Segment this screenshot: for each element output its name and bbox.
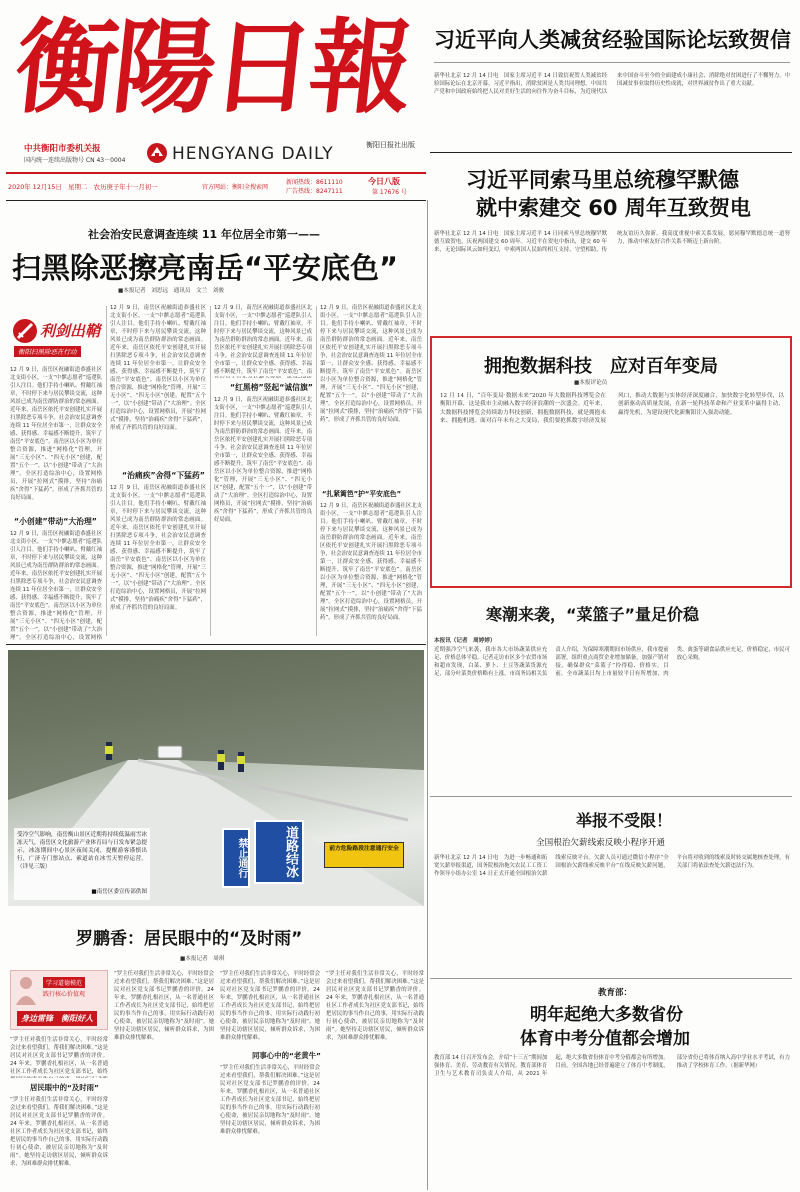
lead-body-col4b: 12 月 9 日，南岳区祝融街道恭盛社区北支街小区，一支“中髌志愿者”巡逻队引人注目。他们手持小喇叭、臂戴红袖章，不时停下来与居民攀谈交流，这种风景已成为南岳群防群治的常态画面。近年来，南岳区依托平安创建扎实开展扫黑除恶专项斗争，社会治安民意调查连续 11 年位居全市第一，让群众安全感、获得感、幸福感不断提升，筑牢了南岳“平安底色”。南岳区以小区为单位整合资源，推进“网格化”管理，开展“三无小区”、“四无小区”创建，配置“五个一”，以“小创建”带动了“大治理”。全区打造综治中心，设置网格员，开展“拉网式”摸排，坚持“治痛疾”舍得“下猛药”，形成了齐抓共管的良好局面。 — [320, 503, 422, 621]
divider — [6, 200, 426, 201]
lead-byline: ■本报记者 刘思远 通讯员 文兰 刘骏 — [118, 288, 224, 294]
story-pe-headline-2: 体育中考分值都会增加 — [520, 1029, 690, 1049]
top-story-headline: 习近平向人类减贫经验国际论坛致贺信 — [434, 28, 791, 52]
story-luo-byline: ■本报记者 周琪 — [180, 956, 225, 962]
masthead-sponsor: 中共衡阳市委机关报 — [24, 144, 101, 154]
dateline-pages: 今日八版 — [368, 177, 400, 186]
story-luo-body-col3b: “罗主任对我们生活非常关心，平时经常会过来看望我们，帮我们解决困难。”这是居民对社区党支部书记罗鹏香的评价。24 年来，罗鹏香扎根社区，从一名普通社区工作者成长为社区党支部书记，始终把居民的事当作自己的事，用实际行动践行初心使命，被居民亲切地称为“及时雨”。她坚持走访辖区居民，倾听群众诉求，为困难群众排忧解难。 — [220, 1065, 320, 1135]
divider — [427, 200, 428, 1190]
divider — [430, 152, 792, 153]
top-story — [430, 0, 796, 150]
story-wages-headline: 举报不受限！ — [576, 811, 673, 830]
feature-byline: ■本报评论员 — [574, 380, 608, 386]
lead-body-col3b: 12 月 9 日，南岳区祝融街道恭盛社区北支街小区，一支“中髌志愿者”巡逻队引人注目。他们手持小喇叭、臂戴红袖章，不时停下来与居民攀谈交流，这种风景已成为南岳群防群治的常态画面。近年来，南岳区依托平安创建扎实开展扫黑除恶专项斗争，社会治安民意调查连续 11 年位居全市第一，让群众安全感、获得感、幸福感不断提升，筑牢了南岳“平安底色”。南岳区以小区为单位整合资源，推进“网格化”管理，开展“三无小区”、“四无小区”创建，配置“五个一”，以“小创建”带动了“大治理”。全区打造综治中心，设置网格员，开展“拉网式”摸排，坚持“治痛疾”舍得“下猛药”，形成了齐抓共管的良好局面。 — [214, 397, 312, 523]
dateline-ad-hotline: 广告热线：8247111 — [286, 188, 343, 195]
story-somalia-body: 新华社北京 12 月 14 日电 国家主席习近平 14 日同索马里总统穆罕默德互致贺电，庆祝两国建交 60 周年。习近平在贺电中指出，建交 60 年来，无论国际风云如何变幻，中索两国人民始终相互支持、守望相助，传统友谊历久弥新。我高度重视中索关系发展，愿同穆罕默德总统一道努力，推动中索友好合作关系不断迈上新台阶。 — [434, 231, 790, 253]
lead-subhead-4: “红黑榜”竖起“诚信旗” — [230, 383, 313, 392]
story-luo-subhead-2: 同事心中的“老黄牛” — [252, 1051, 321, 1060]
snow-road-photo — [8, 650, 424, 906]
feature-headline: 拥抱数据科技 应对百年变局 — [484, 356, 718, 377]
dateline-issue: 第 17676 号 — [372, 189, 407, 196]
lead-subhead-2: “治痛疾”舍得“下猛药” — [122, 471, 205, 480]
story-somalia — [430, 154, 796, 334]
story-pe-exam — [430, 980, 796, 1192]
masthead — [6, 0, 426, 200]
lead-body-col4: 12 月 9 日，南岳区祝融街道恭盛社区北支街小区，一支“中髌志愿者”巡逻队引人注目。他们手持小喇叭、臂戴红袖章，不时停下来与居民攀谈交流，这种风景已成为南岳群防群治的常态画面。近年来，南岳区依托平安创建扎实开展扫黑除恶专项斗争，社会治安民意调查连续 11 年位居全市第一，让群众安全感、获得感、幸福感不断提升，筑牢了南岳“平安底色”。南岳区以小区为单位整合资源，推进“网格化”管理，开展“三无小区”、“四无小区”创建，配置“五个一”，以“小创建”带动了“大治理”。全区打造综治中心，设置网格员，开展“拉网式”摸排，坚持“治痛疾”舍得“下猛药”，形成了齐抓共管的良好局面。 — [320, 305, 422, 423]
photo-caption-box — [14, 828, 150, 900]
story-somalia-headline-1: 习近平同索马里总统穆罕默德 — [466, 168, 739, 192]
photo-caption: 受冷空气影响，南岳衡山景区近期将持续低温雨雪冰冻天气，南岳区文化旅游产业体育局与日发布紧急提示，冰冻期间中心景区夜间关闭，提醒游客谨慎出行，广济寺门票站点、索道站在冰雪天暂停运营。（详见三版） — [17, 832, 147, 870]
story-vegetables — [430, 592, 796, 792]
road-sign-icy-text: 道路结冰 — [283, 826, 298, 878]
masthead-publisher: 衡阳日报社出版 — [366, 141, 415, 149]
divider — [6, 644, 426, 645]
badge-line-1: 学习道德模范 — [43, 977, 85, 988]
lead-headline: 扫黑除恶擦亮南岳“平安底色” — [12, 251, 399, 285]
story-luo — [6, 912, 426, 1192]
masthead-english: HENGYANG DAILY — [172, 144, 334, 164]
divider — [430, 978, 792, 979]
sweep-logo — [10, 316, 102, 360]
divider — [210, 306, 211, 636]
story-luo-headline: 罗鹏香：居民眼中的“及时雨” — [76, 929, 303, 949]
feature-body: 12 月 14 日，“百年变局·数据未来”2020 年大数据科技博览会在衡阳开幕，这是我市主动融入数字经济浪潮的一次盛会。近年来，大数据科技博览会持续助力科技创新，拥抱数据科技，就是拥抱未来、拥抱机遇。面对百年未有之大变局，我们要抢抓数字经济发展风口，推动大数据与实体经济深度融合，加快数字化转型步伐，以创新驱动高质量发展，在新一轮科技革命和产业变革中赢得主动、赢得先机，为建设现代化新衡阳注入强劲动能。 — [440, 393, 784, 424]
divider — [106, 306, 107, 636]
badge-line-2: 践行核心价值观 — [43, 991, 86, 998]
story-wages-body: 新华社北京 12 月 14 日电 为进一步畅通和拓宽欠薪举报渠道，国务院根治拖欠农民工工资工作领导小组办公室 14 日正式开通全国根治欠薪线索反映平台。欠薪人员可通过微信小程序“全国根治欠薪线索反映平台”在线反映欠薪问题，平台将对收到的线索及时转交属地核查处理，有关部门将依法查处欠薪违法行为。 — [434, 855, 790, 877]
feature-box — [430, 336, 792, 588]
dateline-hotline: 新闻热线：8611110 — [286, 179, 343, 186]
story-vegetables-byline: 本报讯（记者 周婷婷） — [434, 638, 496, 644]
story-luo-body-col1b: “罗主任对我们生活非常关心，平时经常会过来看望我们，帮我们解决困难。”这是居民对社区党支部书记罗鹏香的评价。24 年来，罗鹏香扎根社区，从一名普通社区工作者成长为社区党支部书记，始终把居民的事当作自己的事，用实际行动践行初心使命，被居民亲切地称为“及时雨”。她坚持走访辖区居民，倾听群众诉求，为困难群众排忧解难。 — [10, 1097, 108, 1167]
lead-subhead-3: “扎紧篱笆”护“平安底色” — [322, 490, 402, 498]
lead-kicker: 社会治安民意调查连续 11 年位居全市第一—— — [88, 228, 320, 241]
road-sign-warning — [324, 842, 404, 868]
divider — [430, 796, 792, 797]
lead-subhead-1: “小创建”带动“大治理” — [14, 517, 97, 526]
moral-model-badge — [10, 970, 108, 1030]
sweep-logo-subtitle: 衡阳扫黑除恶在行动 — [14, 346, 81, 357]
story-luo-body-col4: “罗主任对我们生活非常关心，平时经常会过来看望我们，帮我们解决困难。”这是居民对社区党支部书记罗鹏香的评价。24 年来，罗鹏香扎根社区，从一名普通社区工作者成长为社区党支部书记，始终把居民的事当作自己的事，用实际行动践行初心使命，被居民亲切地称为“及时雨”。她坚持走访辖区居民，倾听群众诉求，为困难群众排忧解难。 — [326, 971, 424, 1041]
sweep-logo-title: 利剑出鞘 — [40, 322, 101, 340]
story-pe-body: 教育部 14 日召开发布会，介绍“十三五”期间加强体育、美育、劳动教育有关情况。教育部体育卫生与艺术教育司负责人介绍，从 2021 年起，绝大多数省份体育中考分值都会有所增加。目前，全国各地已经普遍建立了体育中考制度，部分省份已将体育纳入高中学业水平考试，有力推动了学校体育工作。（据新华网） — [434, 1055, 790, 1077]
lead-body-col1b: 12 月 9 日，南岳区祝融街道恭盛社区北支街小区，一支“中髌志愿者”巡逻队引人注目。他们手持小喇叭、臂戴红袖章，不时停下来与居民攀谈交流，这种风景已成为南岳群防群治的常态画面。近年来，南岳区依托平安创建扎实开展扫黑除恶专项斗争，社会治安民意调查连续 11 年位居全市第一，让群众安全感、获得感、幸福感不断提升，筑牢了南岳“平安底色”。南岳区以小区为单位整合资源，推进“网格化”管理，开展“三无小区”、“四无小区”创建，配置“五个一”，以“小创建”带动了“大治理”。全区打造综治中心，设置网格 — [10, 531, 102, 640]
masthead-cn-code: 国内统一连续出版物号 CN 43－0004 — [24, 157, 126, 164]
lead-body-col2b: 12 月 9 日，南岳区祝融街道恭盛社区北支街小区，一支“中髌志愿者”巡逻队引人注目。他们手持小喇叭、臂戴红袖章，不时停下来与居民攀谈交流，这种风景已成为南岳群防群治的常态画面。近年来，南岳区依托平安创建扎实开展扫黑除恶专项斗争，社会治安民意调查连续 11 年位居全市第一，让群众安全感、获得感、幸福感不断提升，筑牢了南岳“平安底色”。南岳区以小区为单位整合资源，推进“网格化”管理，开展“三无小区”、“四无小区”创建，配置“五个一”，以“小创建”带动了“大治理”。全区打造综治中心，设置网格员，开展“拉网式”摸排，坚持“治痛疾”舍得“下猛药”，形成了齐抓共管的良好局面。 — [110, 485, 206, 611]
dateline-date: 2020年 12月15日 星期二 农历庚子年十一月初一 — [8, 183, 158, 191]
story-luo-body-col3: “罗主任对我们生活非常关心，平时经常会过来看望我们，帮我们解决困难。”这是居民对社区党支部书记罗鹏香的评价。24 年来，罗鹏香扎根社区，从一名普通社区工作者成长为社区党支部书记，始终把居民的事当作自己的事，用实际行动践行初心使命，被居民亲切地称为“及时雨”。她坚持走访辖区居民，倾听群众诉求，为困难群众排忧解难。 — [220, 971, 320, 1041]
road-sign-warning-text: 前方危险路段注意通行安全 — [329, 846, 399, 852]
road-sign-no-entry — [222, 828, 250, 888]
dateline-bar — [6, 172, 426, 196]
story-pe-headline-1: 明年起绝大多数省份 — [530, 1005, 683, 1025]
story-luo-body-col1a: “罗主任对我们生活非常关心，平时经常会过来看望我们，帮我们解决困难。”这是居民对社区党支部书记罗鹏香的评价。24 年来，罗鹏香扎根社区，从一名普通社区工作者成长为社区党支部书记，始终 — [10, 1037, 108, 1075]
dateline-website: 官方网站：衡阳全搜索网 — [202, 184, 269, 191]
sword-icon — [12, 318, 38, 344]
masthead-title: 衡陽日報 — [9, 8, 415, 128]
story-luo-subhead-1: 居民眼中的“及时雨” — [30, 1083, 99, 1092]
top-story-body: 新华社北京 12 月 14 日电 国家主席习近平 14 日致信祝贺人类减贫经验国际论坛在北京开幕。习近平指出，消除贫困是人类共同理想。中国共产党和中国政府始终把人民对美好生活的向往作为奋斗目标，为近现代以来中国奋斗至今的全面建成小康社会、消除绝对贫困进行了不懈努力。中国减贫事业取得历史性成就，对世界减贫作出了重大贡献。 — [434, 73, 790, 95]
story-pe-kicker: 教育部： — [598, 988, 633, 998]
photo-credit: ■南岳区委宣传部供图 — [91, 889, 147, 895]
road-sign-no-entry-text: 禁止通行 — [236, 838, 247, 878]
divider — [434, 62, 790, 63]
story-wages-subhead: 全国根治欠薪线索反映小程序开通 — [536, 838, 665, 848]
story-vegetables-body: 近期强冷空气来袭，我市各大市场蔬菜供应充足、价格总体平稳。记者走访市区多个农贸市场和超市发现，白菜、萝卜、土豆等蔬菜货源充足，部分叶菜类价格略有上涨。市商务局相关负责人介绍，为保障寒潮期间市场供应，我市提前部署，组织重点商贸企业增加储备，加强产销对接，确保群众“菜篮子”拎得稳、价格实。目前，全市蔬菜日均上市量较平日有所增加，肉类、禽蛋等副食品供应充足，价格稳定，市民可放心采购。 — [434, 647, 790, 677]
story-luo-body-col2: “罗主任对我们生活非常关心，平时经常会过来看望我们，帮我们解决困难。”这是居民对社区党支部书记罗鹏香的评价。24 年来，罗鹏香扎根社区，从一名普通社区工作者成长为社区党支部书记，始终把居民的事当作自己的事，用实际行动践行初心使命，被居民亲切地称为“及时雨”。她坚持走访辖区居民，倾听群众诉求，为困难群众排忧解难。 — [114, 971, 214, 1041]
lead-body-col3: 12 月 9 日，南岳区祝融街道恭盛社区北支街小区，一支“中髌志愿者”巡逻队引人注目。他们手持小喇叭、臂戴红袖章，不时停下来与居民攀谈交流，这种风景已成为南岳群防群治的常态画面。近年来，南岳区依托平安创建扎实开展扫黑除恶专项斗争，社会治安民意调查连续 11 年位居全市第一，让群众安全感、获得感、幸福感不断提升，筑牢了南岳“平安底色”。南 — [214, 305, 312, 375]
lead-body-col2: 12 月 9 日，南岳区祝融街道恭盛社区北支街小区，一支“中髌志愿者”巡逻队引人注目。他们手持小喇叭、臂戴红袖章，不时停下来与居民攀谈交流，这种风景已成为南岳群防群治的常态画面。近年来，南岳区依托平安创建扎实开展扫黑除恶专项斗争，社会治安民意调查连续 11 年位居全市第一，让群众安全感、获得感、幸福感不断提升，筑牢了南岳“平安底色”。南岳区以小区为单位整合资源，推进“网格化”管理，开展“三无小区”、“四无小区”创建，配置“五个一”，以“小创建”带动了“大治理”。全区打造综治中心，设置网格员，开展“拉网式”摸排，坚持“治痛疾”舍得“下猛药”，形成了齐抓共管的良好局面。 — [110, 305, 206, 431]
road-sign-icy — [254, 820, 304, 884]
newspaper-logo-icon — [146, 142, 168, 164]
story-somalia-headline-2: 就中索建交 60 周年互致贺电 — [476, 196, 751, 220]
divider — [316, 306, 317, 636]
portrait-icon — [15, 975, 37, 1005]
lead-body-col1: 12 月 9 日，南岳区祝融街道恭盛社区北支街小区，一支“中髌志愿者”巡逻队引人注目。他们手持小喇叭、臂戴红袖章，不时停下来与居民攀谈交流，这种风景已成为南岳群防群治的常态画面。近年来，南岳区依托平安创建扎实开展扫黑除恶专项斗争，社会治安民意调查连续 11 年位居全市第一，让群众安全感、获得感、幸福感不断提升，筑牢了南岳“平安底色”。南岳区以小区为单位整合资源，推进“网格化”管理，开展“三无小区”、“四无小区”创建，配置“五个一”，以“小创建”带动了“大治理”。全区打造综治中心，设置网格员，开展“拉网式”摸排，坚持“治痛疾”舍得“下猛药”，形成了齐抓共管的良好局面。 — [10, 367, 102, 501]
story-wages — [430, 800, 796, 976]
story-vegetables-headline: 寒潮来袭，“菜篮子”量足价稳 — [486, 605, 700, 624]
badge-line-3: 身边雷锋 衡阳好人 — [17, 1011, 97, 1026]
